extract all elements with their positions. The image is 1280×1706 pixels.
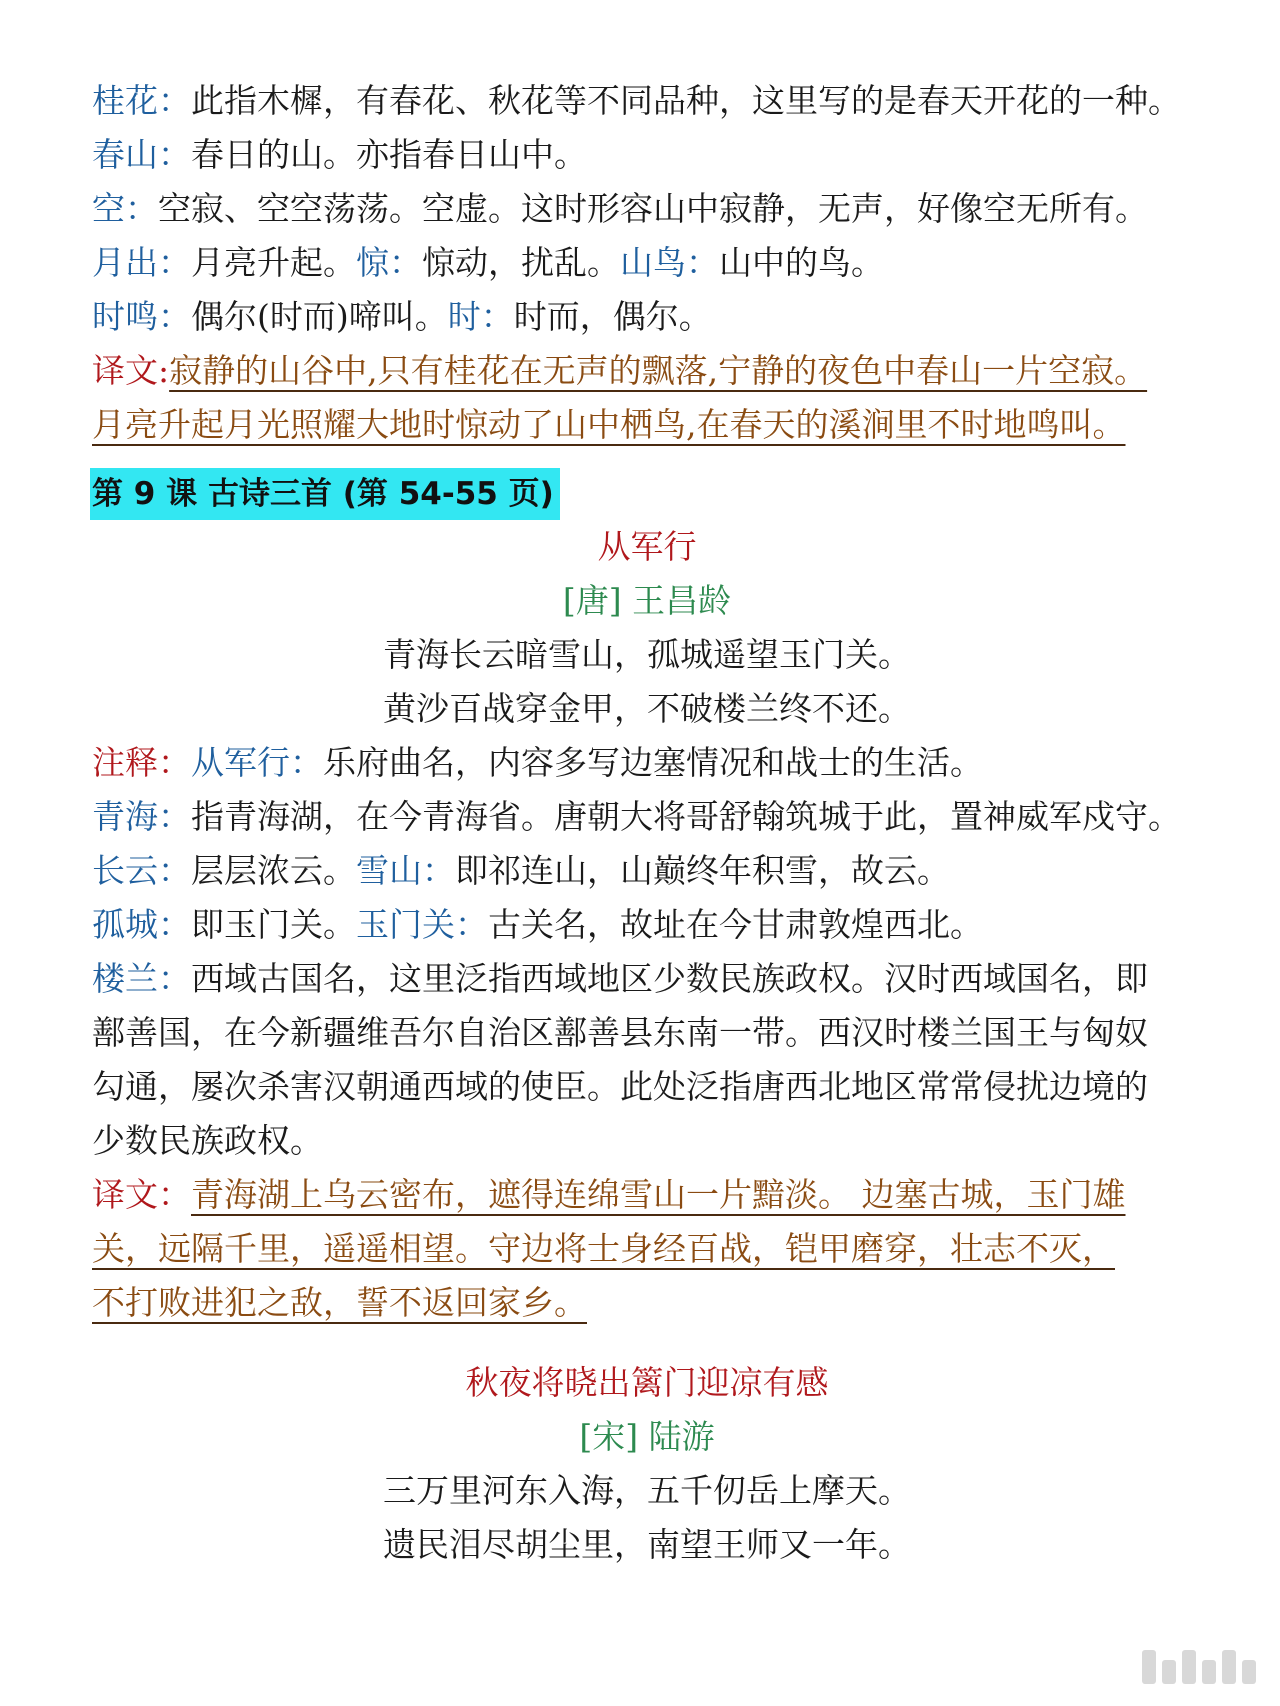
- poem2-author: [宋] 陆游: [579, 1417, 715, 1456]
- loulan-line-3: 勾通，屡次杀害汉朝通西域的使臣。此处泛指唐西北地区常常侵扰边境的: [92, 1067, 1148, 1106]
- translation1-line2: [92, 398, 1202, 452]
- lesson-header-row: [92, 466, 1202, 520]
- note-term: 从军行：: [191, 743, 323, 782]
- poem1-line-1: 青海长云暗雪山，孤城遥望玉门关。: [383, 635, 911, 674]
- note-text: 偶尔(时而)啼叫。: [191, 297, 448, 336]
- notes-top-line: [92, 290, 1202, 344]
- note-text: 即玉门关。: [191, 905, 356, 944]
- poem2-line-1: 三万里河东入海，五千仞岳上摩天。: [383, 1471, 911, 1510]
- note-text: 空寂、空空荡荡。空虚。这时形容山中寂静，无声，好像空无所有。: [158, 189, 1148, 228]
- lesson-header: 第 9 课 古诗三首 (第 54-55 页): [90, 468, 560, 520]
- poem1-title: 从军行: [597, 527, 697, 566]
- note-term: 时鸣：: [92, 297, 191, 336]
- poem2-line-2: 遗民泪尽胡尘里，南望王师又一年。: [383, 1525, 911, 1564]
- loulan-term: 楼兰：: [92, 959, 191, 998]
- translation2-line1: [92, 1168, 1202, 1222]
- notes-poem1-line: [92, 790, 1202, 844]
- translation1-text-1: 寂静的山谷中,只有桂花在无声的飘落,宁静的夜色中春山一片空寂。: [169, 351, 1148, 390]
- notes-poem1-line: [92, 736, 1202, 790]
- note-term: 雪山：: [356, 851, 455, 890]
- note-text: 层层浓云。: [191, 851, 356, 890]
- note-text: 乐府曲名，内容多写边塞情况和战士的生活。: [323, 743, 983, 782]
- note-term: 桂花：: [92, 81, 191, 120]
- note-text: 春日的山。亦指春日山中。: [191, 135, 587, 174]
- notes-top-line: [92, 128, 1202, 182]
- translation1-line1: [92, 344, 1202, 398]
- loulan-line-1: [92, 952, 1202, 1006]
- notes-top-line: [92, 182, 1202, 236]
- translation2-text-1: 青海湖上乌云密布，遮得连绵雪山一片黯淡。 边塞古城，玉门雄: [191, 1175, 1126, 1214]
- document-page: [92, 74, 1202, 1572]
- note-term: 山鸟：: [620, 243, 719, 282]
- notes-poem1: [92, 736, 1202, 952]
- note-term: 孤城：: [92, 905, 191, 944]
- notes-poem1-line: [92, 844, 1202, 898]
- note-term: 长云：: [92, 851, 191, 890]
- note-text: 古关名，故址在今甘肃敦煌西北。: [488, 905, 983, 944]
- poem1-author: [唐] 王昌龄: [562, 581, 732, 620]
- note-term: 青海：: [92, 797, 191, 836]
- watermark-logo: [1142, 1650, 1256, 1684]
- notes-top-line: [92, 236, 1202, 290]
- note-text: 惊动，扰乱。: [422, 243, 620, 282]
- loulan-line-4: 少数民族政权。: [92, 1121, 323, 1160]
- loulan-line-2: 鄯善国，在今新疆维吾尔自治区鄯善县东南一带。西汉时楼兰国王与匈奴: [92, 1013, 1148, 1052]
- note-text: 山中的鸟。: [719, 243, 884, 282]
- poem2-title: 秋夜将晓出篱门迎凉有感: [465, 1363, 829, 1402]
- note-term: 空：: [92, 189, 158, 228]
- note-text: 此指木樨，有春花、秋花等不同品种，这里写的是春天开花的一种。: [191, 81, 1181, 120]
- translation2-label: 译文：: [92, 1175, 191, 1214]
- translation2-text-3: 不打败进犯之敌，誓不返回家乡。: [92, 1283, 587, 1322]
- note-term: 时：: [447, 297, 514, 336]
- notes-poem1-line: [92, 898, 1202, 952]
- translation2-text-2: 关，远隔千里，遥遥相望。守边将士身经百战，铠甲磨穿，壮志不灭，: [92, 1229, 1115, 1268]
- note-text: 即祁连山，山巅终年积雪，故云。: [455, 851, 950, 890]
- translation2-line2: [92, 1222, 1202, 1276]
- loulan-text-1: 西域古国名，这里泛指西域地区少数民族政权。汉时西域国名，即: [191, 959, 1148, 998]
- notes-top-line: [92, 74, 1202, 128]
- note-term: 玉门关：: [356, 905, 488, 944]
- note-text: 时而，偶尔。: [513, 297, 712, 336]
- note-term: 春山：: [92, 135, 191, 174]
- translation-label: 译文:: [92, 351, 170, 390]
- notes-top: [92, 74, 1202, 344]
- translation1-text-2: 月亮升起月光照耀大地时惊动了山中栖鸟,在春天的溪涧里不时地鸣叫。: [92, 405, 1126, 444]
- note-term: 月出：: [92, 243, 191, 282]
- note-text: 指青海湖，在今青海省。唐朝大将哥舒翰筑城于此，置神威军戍守。: [191, 797, 1181, 836]
- poem1-line-2: 黄沙百战穿金甲，不破楼兰终不还。: [383, 689, 911, 728]
- annotation-label: 注释：: [92, 743, 191, 782]
- translation2-line3: [92, 1276, 1202, 1330]
- note-text: 月亮升起。: [191, 243, 356, 282]
- note-term: 惊：: [356, 243, 422, 282]
